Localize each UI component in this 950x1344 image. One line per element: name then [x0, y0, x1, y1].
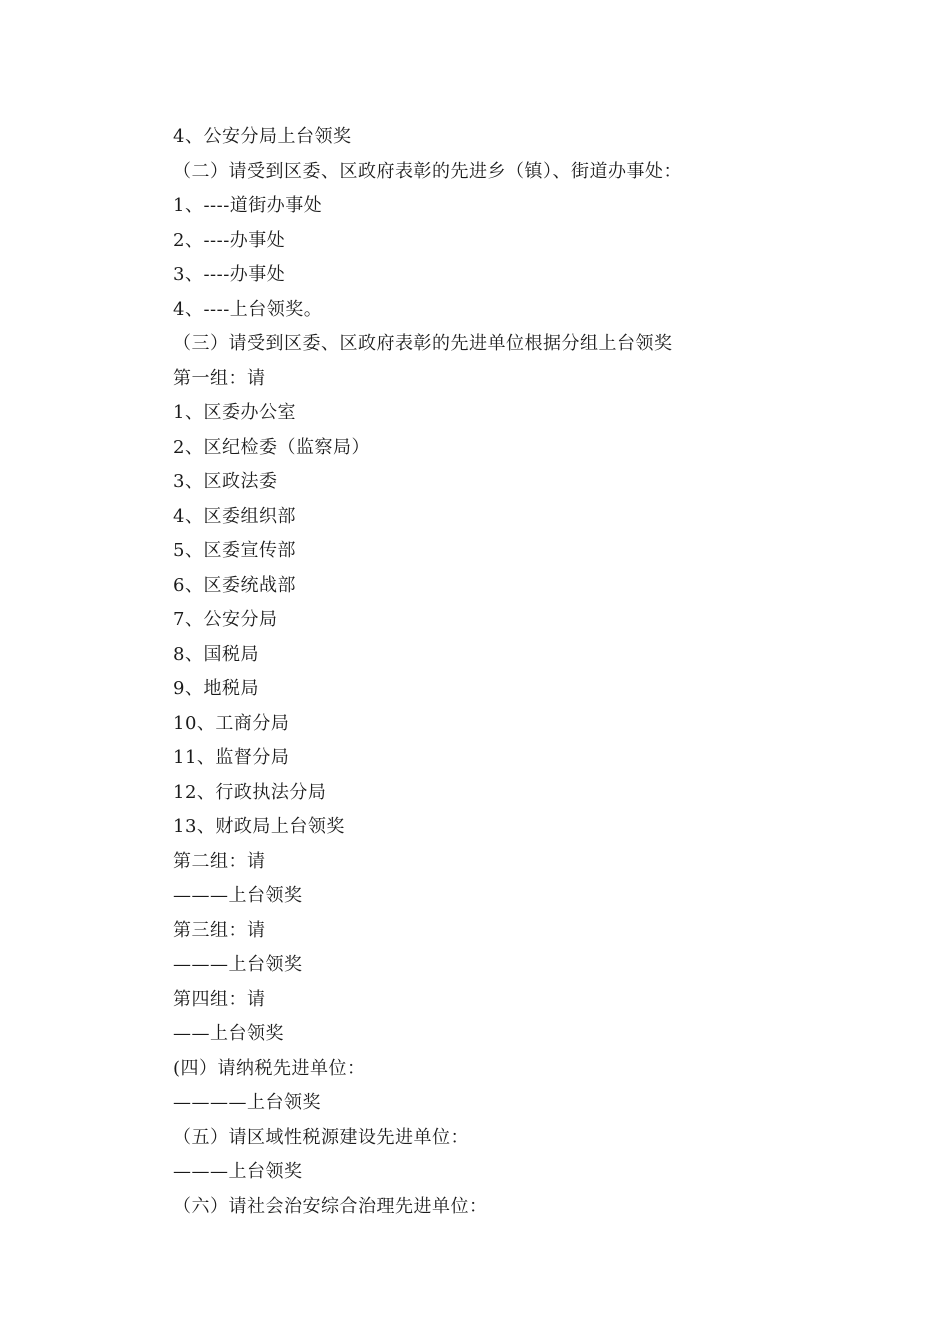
group-heading: 第一组：请	[173, 367, 266, 389]
section-heading: （二）请受到区委、区政府表彰的先进乡（镇）、街道办事处：	[173, 160, 682, 182]
section-heading: （六）请社会治安综合治理先进单位：	[173, 1195, 488, 1217]
text-line: 13、财政局上台领奖	[173, 816, 345, 837]
text-line: 1、区委办公室	[173, 402, 296, 423]
text-line: 11、监督分局	[173, 747, 290, 768]
section-heading: (四）请纳税先进单位：	[173, 1057, 366, 1079]
text-line: ———上台领奖	[173, 1161, 303, 1182]
text-line: 2、----办事处	[173, 229, 286, 251]
text-line: 1、----道街办事处	[173, 195, 323, 216]
document-body	[173, 120, 793, 1224]
group-heading: 第三组：请	[173, 919, 266, 941]
text-line: 3、区政法委	[173, 471, 278, 492]
text-line: 8、国税局	[173, 643, 259, 665]
text-line: ———上台领奖	[173, 885, 303, 906]
text-line: 4、公安分局上台领奖	[173, 126, 352, 147]
group-heading: 第二组：请	[173, 850, 266, 872]
text-line: 3、----办事处	[173, 264, 286, 285]
section-heading: （三）请受到区委、区政府表彰的先进单位根据分组上台领奖	[173, 333, 673, 354]
text-line: 10、工商分局	[173, 712, 290, 734]
text-line: 5、区委宣传部	[173, 540, 296, 561]
text-line: 4、区委组织部	[173, 505, 296, 527]
text-line: 12、行政执法分局	[173, 781, 327, 803]
text-line: 2、区纪检委（监察局）	[173, 436, 370, 458]
text-line: ——上台领奖	[173, 1023, 284, 1044]
text-line: 4、----上台领奖。	[173, 298, 323, 320]
text-line: 7、公安分局	[173, 609, 278, 630]
text-line: 6、区委统战部	[173, 574, 296, 596]
group-heading: 第四组：请	[173, 988, 266, 1010]
section-heading: （五）请区域性税源建设先进单位：	[173, 1126, 469, 1148]
text-line: 9、地税局	[173, 678, 259, 699]
text-line: ————上台领奖	[173, 1092, 321, 1113]
text-line: ———上台领奖	[173, 954, 303, 975]
